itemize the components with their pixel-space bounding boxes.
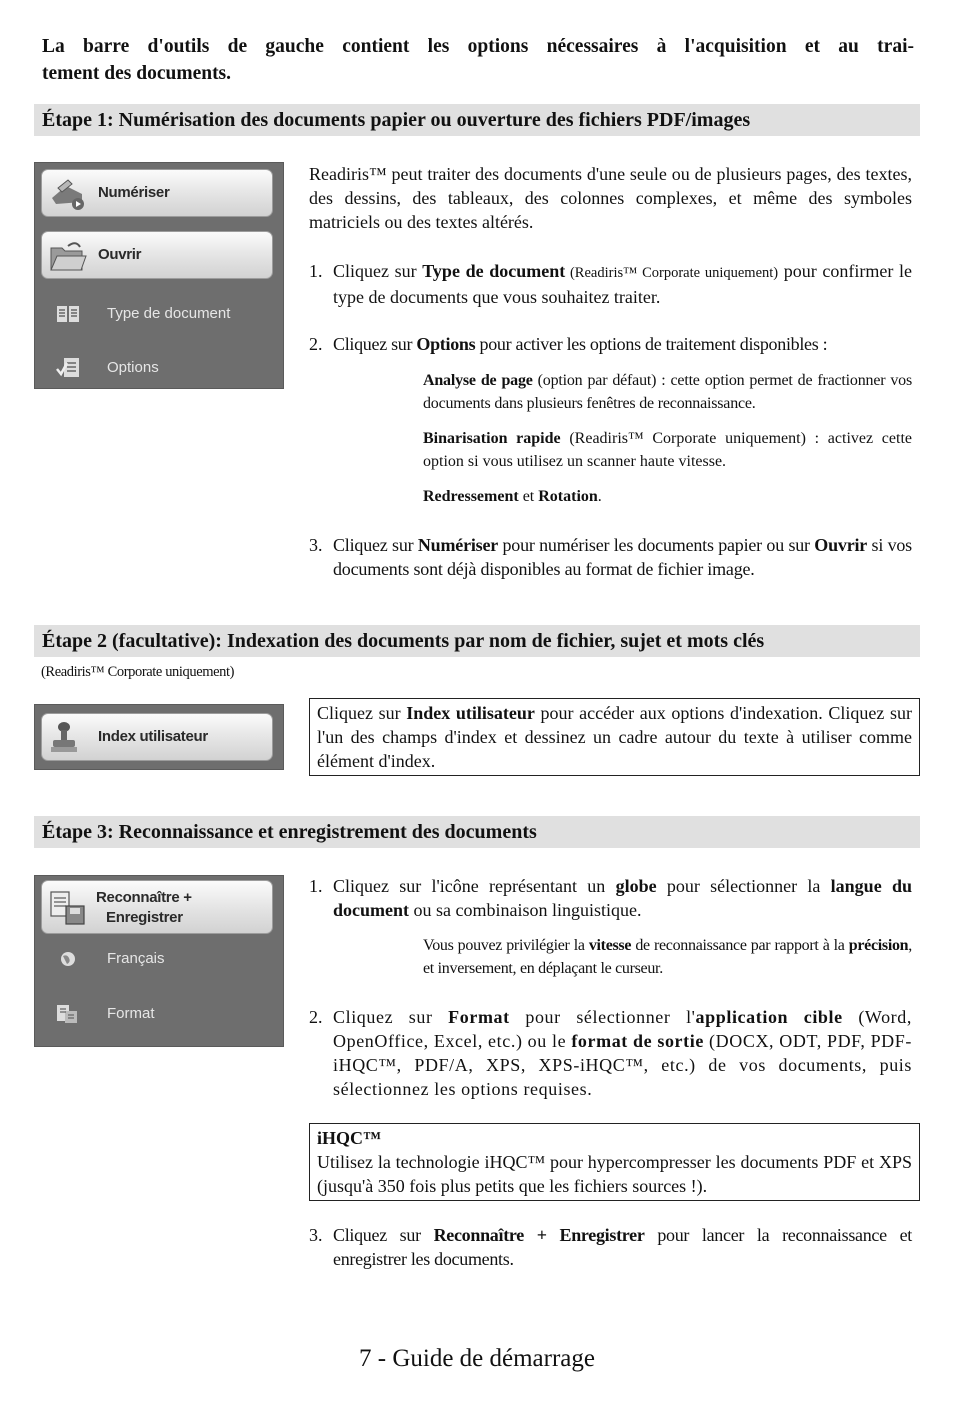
options-icon <box>55 357 81 379</box>
ihqc-info-box <box>309 1123 920 1201</box>
step3-item-1: 1. Cliquez sur l'icône représentant un globe pour sélectionner la langue du document ou sa combinaison linguistique. <box>309 876 912 920</box>
step1-item-2: 2. Cliquez sur Options pour activer les options de traitement disponibles : <box>309 334 828 354</box>
document-type-icon <box>55 303 81 325</box>
toolbar-panel-index <box>34 704 284 770</box>
step3-item-3: 3. Cliquez sur Reconnaître + Enregistrer pour lancer la reconnaissance et enregistrer les documents. <box>309 1225 912 1269</box>
index-utilisateur-button[interactable] <box>41 713 273 761</box>
step1-paragraph: Readiris™ peut traiter des documents d'une seule ou de plusieurs pages, des textes, des dessins, des tableaux, des colonnes complexes, et même des symboles matriciels ou des textes altérés. <box>309 164 912 232</box>
ouvrir-label: Ouvrir <box>98 246 142 263</box>
step3-item-2: 2. Cliquez sur Format pour sélectionner l'application cible (Word, OpenOffice, Excel, etc.) ou le format de sortie (DOCX, ODT, PDF, PDF-iHQC™, PDF/A, XPS, XPS-iHQC™, etc.) de vos documents, puis sélectionnez les options requises. <box>309 1007 912 1099</box>
ihqc-box-text: Utilisez la technologie iHQC™ pour hypercompresser les documents PDF et XPS (jusqu'à 350 fois plus petits que les fichiers sources !). <box>317 1152 912 1196</box>
step1-sub-binarisation: Binarisation rapide (Readiris™ Corporate uniquement) : activez cette option si vous utilisez un scanner haute vitesse. <box>423 430 913 470</box>
reconnaitre-enregistrer-button[interactable]: Reconnaître + Enregistrer <box>41 880 273 934</box>
stamp-icon <box>48 720 88 756</box>
step1-sub-redressement: Redressement et Rotation. <box>423 488 602 505</box>
numeriser-button[interactable] <box>41 169 273 217</box>
folder-open-icon <box>48 238 88 274</box>
page-footer: 7 - Guide de démarrage <box>359 1345 595 1372</box>
step1-item-1: 1. Cliquez sur Type de document (Readiris™ Corporate uniquement) pour confirmer le type de documents que vous souhaitez traiter. <box>309 261 913 307</box>
ouvrir-button[interactable] <box>41 231 273 279</box>
step2-heading: Étape 2 (facultative): Indexation des documents par nom de fichier, sujet et mots clés <box>34 625 920 657</box>
step3-heading: Étape 3: Reconnaissance et enregistrement des documents <box>34 816 920 848</box>
numeriser-label: Numériser <box>98 184 170 201</box>
step1-item-3: 3. Cliquez sur Numériser pour numériser les documents papier ou sur Ouvrir si vos documents sont déjà disponibles au format de fichier image. <box>309 535 912 579</box>
step3-sub-vitesse: Vous pouvez privilégier la vitesse de reconnaissance par rapport à la précision, et inversement, en déplaçant le curseur. <box>423 937 912 977</box>
index-utilisateur-label: Index utilisateur <box>98 728 208 745</box>
globe-icon <box>55 948 81 970</box>
step1-sub-analyse: Analyse de page (option par défaut) : cette option permet de fractionner vos documents dans plusieurs fenêtres de reconnaissance. <box>423 372 912 412</box>
toolbar-panel-recognition: Reconnaître + Enregistrer Français Format <box>34 875 284 1047</box>
intro-text: La barre d'outils de gauche contient les options nécessaires à l'acquisition et au trai- tement des documents. <box>42 36 914 84</box>
recognize-save-icon <box>48 890 88 926</box>
ihqc-box-title: iHQC™ <box>317 1128 382 1148</box>
scanner-icon <box>48 176 88 212</box>
step2-note: (Readiris™ Corporate uniquement) <box>41 664 235 680</box>
format-icon <box>55 1003 81 1025</box>
step2-info-box: Cliquez sur Index utilisateur pour accéder aux options d'indexation. Cliquez sur l'un des champs d'index et dessinez un cadre autour du texte à utiliser comme élément d'index. <box>309 698 920 776</box>
toolbar-panel-acquisition: Numériser Ouvrir Type de document Options <box>34 162 284 389</box>
step1-heading: Étape 1: Numérisation des documents papier ou ouverture des fichiers PDF/images <box>34 104 920 136</box>
